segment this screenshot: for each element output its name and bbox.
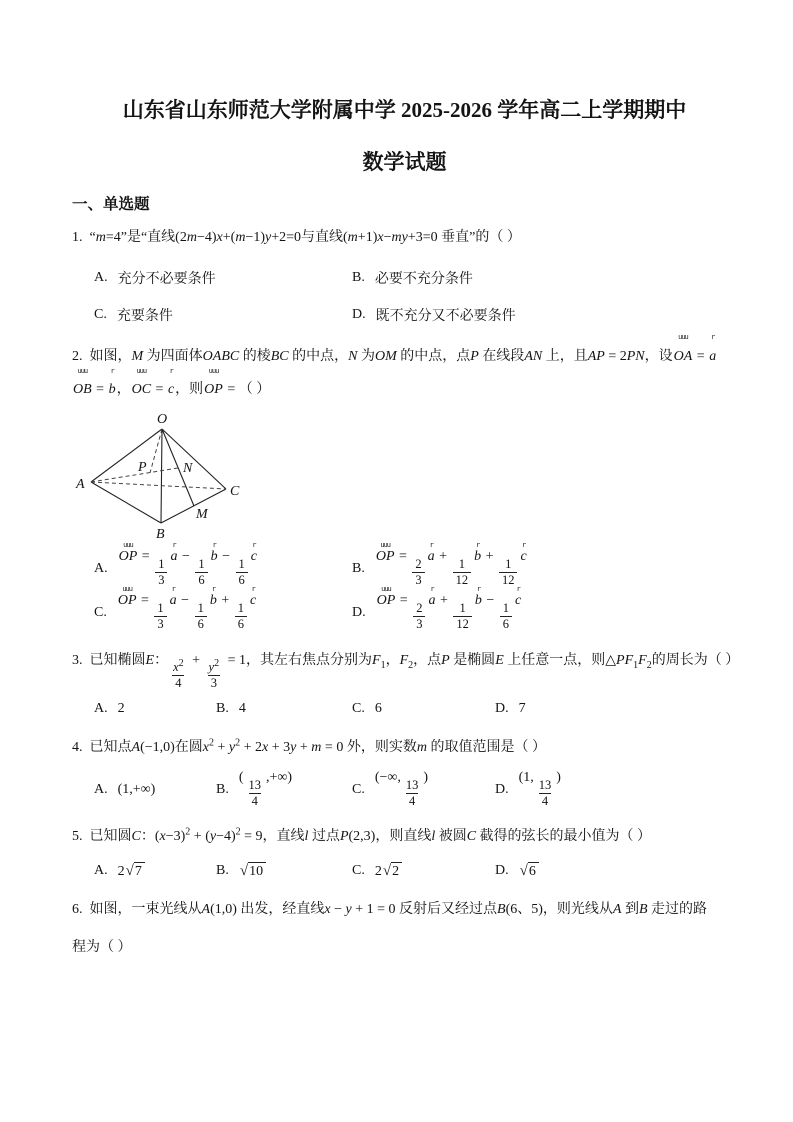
vertex-label-b: B [156, 526, 165, 542]
option-label: A. [94, 781, 108, 797]
option-text: 充要条件 [116, 309, 173, 325]
q3-option-a [94, 697, 216, 721]
option-label: C. [352, 863, 365, 879]
option-label: C. [352, 701, 365, 717]
q1-option-a [94, 266, 352, 290]
q2-option-b [352, 541, 737, 591]
option-label: D. [495, 781, 509, 797]
vertex-label-a: A [76, 476, 85, 492]
point-label-m: M [196, 506, 208, 522]
q4-stem-text: 已知点A(−1,0)在圆$x^2 + y^2 + 2x + 3y + m = 0$ 外，则实数m 的取值范围是（ ） [89, 737, 546, 755]
question-6 [72, 898, 737, 960]
question-1 [72, 226, 737, 327]
option-label: A. [94, 701, 108, 717]
q5-option-a [94, 859, 216, 883]
option-label: D. [495, 863, 509, 879]
q6-stem-text1: 如图，一束光线从A(1,0) 出发，经直线x − y + 1 = 0 反射后又经过点B(6、5)，则光线从A 到B 走过的路 [89, 902, 708, 918]
q3-stem [72, 643, 740, 692]
q1-option-b [352, 266, 737, 290]
q4-number: 4. [72, 739, 83, 755]
q3-number: 3. [72, 652, 83, 668]
q3-option-d [495, 697, 737, 721]
point-label-p: P [138, 459, 147, 475]
q4-option-d [495, 768, 737, 812]
option-text: 充分不必要条件 [117, 272, 216, 288]
option-text: 4 [238, 701, 246, 717]
q2-stem-text2: uuu OB = r b， uuu OC = r c，则 uuu OP = （ ） [73, 367, 271, 398]
option-label: C. [94, 604, 107, 620]
q1-stem-text: “m=4”是“直线(2m−4)x+(m−1)y+2=0与直线(m+1)x−my+3=0 垂直”的（ ） [89, 230, 521, 246]
option-label: A. [94, 560, 108, 576]
option-label: D. [352, 307, 366, 323]
option-text: ( $\frac{13}{4}$ ,+∞) [238, 770, 293, 809]
option-label: D. [495, 701, 509, 717]
q5-option-c [352, 859, 495, 883]
q2-option-a [94, 541, 352, 591]
section-heading: 一、单选题 [72, 196, 150, 214]
option-text: uuu OP = $\frac{2}{3}$ r a + $\frac{1}{12}$ r b − $\frac{1}{6}$ r c [376, 585, 522, 631]
q1-option-d [352, 303, 737, 327]
option-text: 6 [374, 701, 382, 717]
tetrahedron-svg [70, 411, 242, 543]
q4-option-c [352, 768, 495, 812]
option-label: D. [352, 604, 366, 620]
option-text: 2 √ 2 [375, 862, 403, 880]
option-text: (1, $\frac{13}{4}$ ) [518, 770, 561, 809]
question-2 [72, 333, 737, 635]
page-subtitle: 数学试题 [362, 150, 447, 175]
q3-option-c [352, 697, 495, 721]
q1-number: 1. [72, 230, 83, 246]
option-text: 7 [518, 701, 526, 717]
option-label: B. [216, 781, 229, 797]
q2-option-d [352, 585, 737, 635]
q6-stem-line1 [72, 898, 737, 922]
q2-number: 2. [72, 349, 83, 365]
point-label-n: N [183, 460, 193, 476]
q4-option-a [94, 768, 216, 812]
vertex-label-c: C [230, 483, 240, 499]
dashed-edges [91, 429, 226, 489]
option-text: 既不充分又不必要条件 [375, 309, 516, 325]
q4-option-b [216, 768, 352, 812]
q6-stem-text2: 程为（ ） [72, 940, 132, 956]
question-3 [72, 643, 740, 722]
option-text: 2 √ 7 [118, 862, 146, 880]
q6-number: 6. [72, 902, 83, 918]
q1-stem [72, 226, 737, 250]
option-text: √ 10 [239, 862, 267, 880]
option-text: uuu OP = $\frac{1}{3}$ r a − $\frac{1}{6}$ r b − $\frac{1}{6}$ r c [118, 541, 257, 587]
question-4 [72, 734, 737, 811]
option-label: A. [94, 863, 108, 879]
q6-stem-line2 [72, 936, 737, 960]
q3-stem-text: 已知椭圆E： $\frac{x^2}{4}$ + $\frac{y^2}{3}$ = 1，其左右焦点分别为$F_1$，$F_2$，点P 是椭圆E 上任意一点，则$\triangle PF_1F_2$的周长为（ ） [89, 652, 740, 691]
q5-stem-text: 已知圆C：$(x-3)^2 + (y-4)^2 = 9$，直线l 过点P(2,3)，则直线l 被圆C 截得的弦长的最小值为（ ） [89, 826, 652, 845]
option-text: 2 [117, 701, 125, 717]
q2-stem-line2 [72, 367, 737, 404]
option-text: uuu OP = $\frac{2}{3}$ r a + $\frac{1}{12}$ r b + $\frac{1}{12}$ r c [375, 541, 527, 587]
option-text: (1,+∞) [117, 781, 156, 797]
option-label: B. [352, 560, 365, 576]
option-label: C. [94, 307, 107, 323]
option-text: uuu OP = $\frac{1}{3}$ r a − $\frac{1}{6}$ r b + $\frac{1}{6}$ r c [117, 585, 257, 631]
option-label: A. [94, 270, 108, 286]
vertex-label-o: O [157, 411, 168, 427]
q5-option-d [495, 859, 737, 883]
q5-number: 5. [72, 829, 83, 845]
question-5 [72, 824, 737, 883]
q4-stem [72, 734, 737, 759]
q5-stem [72, 824, 737, 849]
option-label: B. [216, 701, 229, 717]
page-title: 山东省山东师范大学附属中学 2025-2026 学年高二上学期期中 [122, 98, 687, 122]
option-text: (−∞, $\frac{13}{4}$ ) [374, 770, 429, 809]
q3-option-b [216, 697, 352, 721]
tetrahedron-figure [70, 411, 242, 543]
option-text: 必要不充分条件 [374, 272, 473, 288]
option-text: √ 6 [519, 862, 540, 880]
q5-option-b [216, 859, 352, 883]
q2-stem-text1: 如图，M 为四面体OABC 的棱BC 的中点，N 为OM 的中点，点P 在线段AN 上，且AP = 2PN，设 uuu OA = r a [89, 333, 717, 365]
q1-option-c [94, 303, 352, 327]
option-label: B. [352, 270, 365, 286]
q2-option-c [94, 585, 352, 635]
option-label: C. [352, 781, 365, 797]
option-label: B. [216, 863, 229, 879]
